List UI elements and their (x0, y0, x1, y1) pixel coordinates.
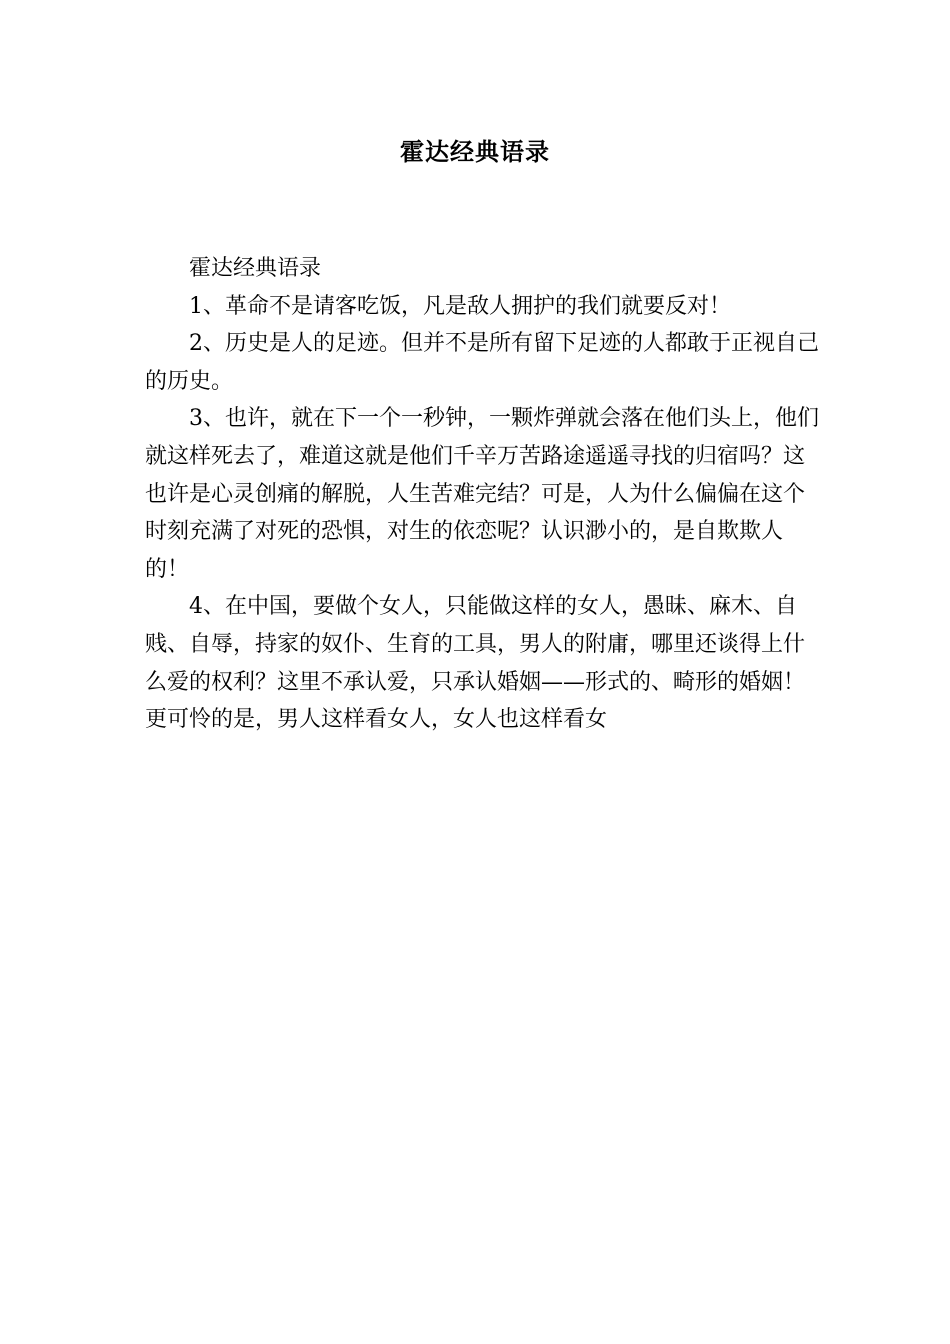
quote-3: 3、也许，就在下一个一秒钟，一颗炸弹就会落在他们头上，他们就这样死去了，难道这就是他们千辛万苦路途遥遥寻找的归宿吗？这也许是心灵创痛的解脱，人生苦难完结？可是，人为什么偏偏在这个时刻充满了对死的恐惧，对生的依恋呢？认识渺小的，是自欺欺人的！ (145, 406, 819, 582)
quote-4: 4、在中国，要做个女人，只能做这样的女人，愚昧、麻木、自贱、自辱，持家的奴仆、生育的工具，男人的附庸，哪里还谈得上什么爱的权利？这里不承认爱，只承认婚姻——形式的、畸形的婚姻！更可怜的是，男人这样看女人，女人也这样看女 (145, 594, 806, 733)
document-title: 霍达经典语录 (400, 137, 550, 166)
quote-1: 1、革命不是请客吃饭，凡是敌人拥护的我们就要反对！ (189, 293, 731, 319)
quote-2: 2、历史是人的足迹。但并不是所有留下足迹的人都敢于正视自己的历史。 (145, 331, 819, 394)
document-body (145, 250, 825, 739)
paragraph-heading: 霍达经典语录 (189, 256, 322, 281)
